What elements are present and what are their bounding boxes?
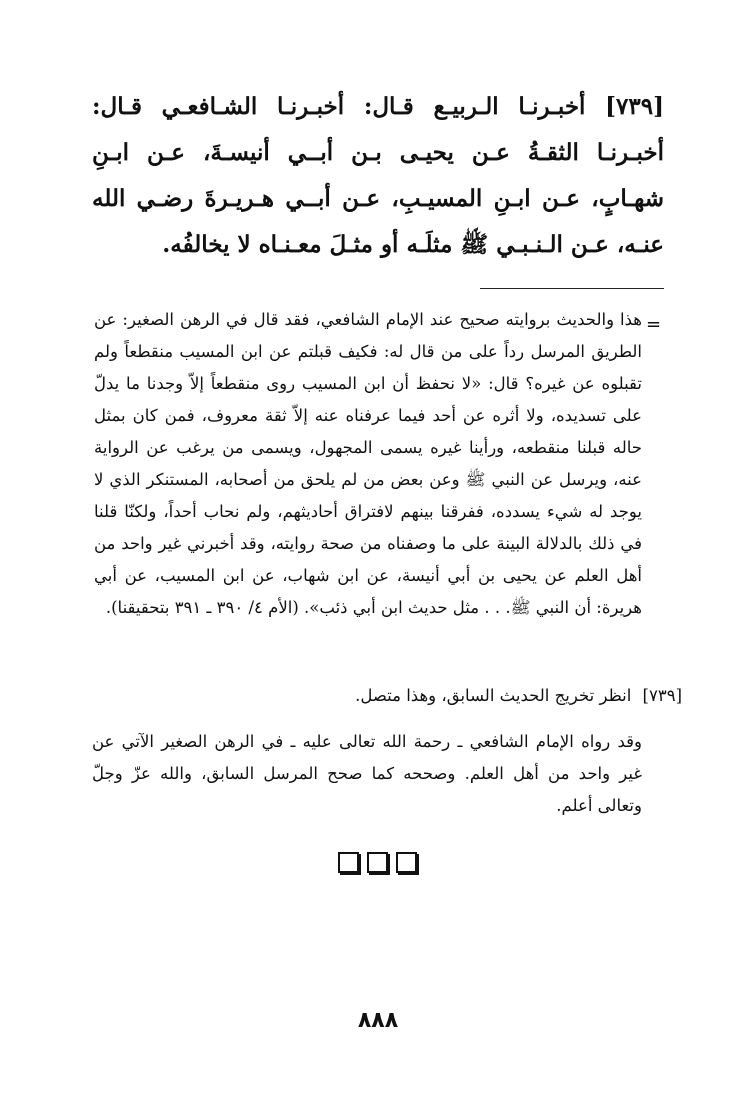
footnote-first-line: انظر تخريج الحديث السابق، وهذا متصل. <box>355 686 632 705</box>
page-number: ٨٨٨ <box>357 1008 399 1033</box>
hadith-number: [٧٣٩] <box>605 93 664 120</box>
square-ornament-icon <box>396 852 417 873</box>
hadith-main-text <box>92 84 664 268</box>
footnote-739-header <box>92 680 682 712</box>
footnote-number: [٧٣٩] <box>642 686 682 705</box>
footnote-continuation: هذا والحديث بروايته صحيح عند الإمام الشافعي، فقد قال في الرهن الصغير: عن الطريق المرسل رداً على من قال له: فكيف قبلتم عن ابن المسيب منقطعاً ولم تقبلوه عن غيره؟ قال: «لا نحفظ أن ابن المسيب روى منقطعاً إلاّ وجدنا ما يدلّ على تسديده، ولا أثره عن أحد فيما عرفناه عنه إلاّ ثقة معروف، فمن كان بمثل حاله قبلنا منقطعه، ورأينا غيره يسمى المجهول، ويسمى من يرغب عن الرواية عنه، ويرسل عن النبي ﷺ وعن بعض من لم يلحق من أصحابه، المستنكر الذي لا يوجد له شيء يسدده، ففرقنا بينهم لافتراق أحاديثهم، ولم نحاب أحداً، ولكنّا قلنا في ذلك بالدلالة البينة على ما وصفناه من صحة روايته، وقد أخبرني غير واحد من أهل العلم عن يحيى بن أبي أنيسة، عن ابن شهاب، عن ابن المسيب، عن أبي هريرة: أن النبي ﷺ. . . مثل حديث ابن أبي ذئب». (الأم ٤/ ٣٩٠ ـ ٣٩١ بتحقيقنا). <box>94 310 642 617</box>
square-ornament-icon <box>338 852 359 873</box>
section-divider-ornament <box>338 852 417 873</box>
footnote-continuation-mark: = <box>646 314 662 335</box>
square-ornament-icon <box>367 852 388 873</box>
footnote-separator <box>480 288 664 289</box>
hadith-body: أخبـرنـا الـربيـع قـال: أخبـرنـا الشـافعـي قـال: أخبـرنـا الثقـةُ عـن يحيـى بـن أبــي أنيسـةَ، عـن ابـنِ شهـابٍ، عـن ابـنِ المسيـبِ، عـن أبــي هـريـرةَ رضـي الله عنـه، عـن الـنـبـي ﷺ مثلَـه أو مثـلَ معـنـاه لا يخالفُه. <box>92 93 664 258</box>
footnote-739-body: وقد رواه الإمام الشافعي ـ رحمة الله تعالى عليه ـ في الرهن الصغير الآتي عن غير واحد من أهل العلم. وصححه كما صحح المرسل السابق، والله عزّ وجلّ وتعالى أعلم. <box>92 732 642 815</box>
